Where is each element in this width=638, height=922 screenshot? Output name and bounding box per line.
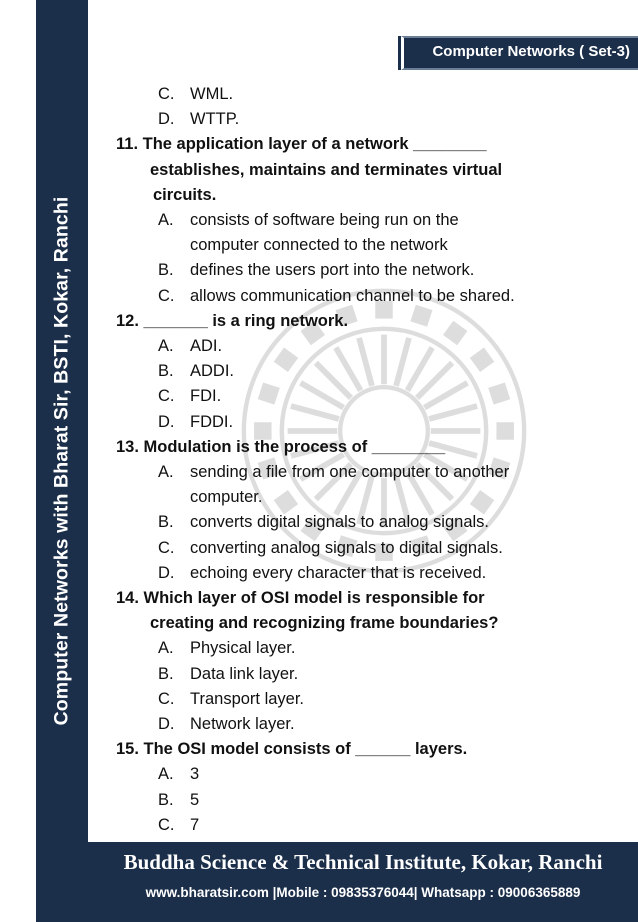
- option-line: [116, 687, 616, 712]
- option-line: [116, 636, 616, 661]
- question-line: 11. The application layer of a network ________: [116, 135, 487, 154]
- option-text: Physical layer.: [190, 639, 296, 658]
- option-letter: B.: [158, 790, 174, 809]
- option-letter: D.: [158, 563, 175, 582]
- option-line: [116, 82, 616, 107]
- option-line: [116, 384, 616, 409]
- option-continuation: computer connected to the network: [190, 236, 448, 255]
- option-text: echoing every character that is received.: [190, 563, 487, 582]
- question-line: 15. The OSI model consists of ______ layers.: [116, 740, 468, 759]
- option-line: [116, 561, 616, 586]
- footer-institute: Buddha Science & Technical Institute, Kokar, Ranchi: [123, 850, 603, 874]
- option-text: 3: [190, 765, 200, 784]
- option-line: [116, 813, 616, 838]
- header-title: Computer Networks ( Set-3): [432, 43, 630, 60]
- option-text: ADDI.: [190, 362, 235, 381]
- option-letter: C.: [158, 689, 175, 708]
- option-letter: C.: [158, 85, 175, 103]
- footer-bar: [88, 842, 638, 922]
- question-line: 14. Which layer of OSI model is responsible for: [116, 589, 485, 608]
- option-letter: C.: [158, 538, 175, 557]
- option-text: converting analog signals to digital signals.: [190, 538, 503, 557]
- option-letter: C.: [158, 286, 175, 305]
- option-letter: C.: [158, 815, 175, 834]
- question-line: establishes, maintains and terminates virtual: [150, 160, 503, 179]
- option-text: ADI.: [190, 337, 223, 356]
- option-line: [116, 107, 616, 132]
- side-label: Computer Networks with Bharat Sir, BSTI, Kokar, Ranchi: [50, 196, 73, 726]
- option-letter: B.: [158, 513, 174, 532]
- question-line: circuits.: [153, 185, 217, 204]
- option-text: FDDI.: [190, 412, 234, 431]
- option-line: [116, 536, 616, 561]
- option-letter: D.: [158, 715, 175, 734]
- option-line: [116, 334, 616, 359]
- option-line: [116, 359, 616, 384]
- option-line: [116, 788, 616, 813]
- question-line: creating and recognizing frame boundaries?: [150, 614, 499, 633]
- question-list: [116, 82, 616, 838]
- option-line: [116, 460, 616, 485]
- option-line: [116, 762, 616, 787]
- option-text: Network layer.: [190, 715, 295, 734]
- option-letter: C.: [158, 387, 175, 406]
- option-letter: B.: [158, 261, 174, 280]
- option-line: [116, 410, 616, 435]
- option-text: defines the users port into the network.: [190, 261, 475, 280]
- option-letter: D.: [158, 412, 175, 431]
- footer-contact: www.bharatsir.com |Mobile : 09835376044| Whatsapp : 09006365889: [145, 885, 581, 900]
- option-line: [116, 208, 616, 233]
- option-line: [116, 258, 616, 283]
- option-text: WML.: [190, 85, 234, 103]
- option-continuation: computer.: [190, 488, 263, 507]
- option-text: consists of software being run on the: [190, 211, 459, 230]
- option-letter: B.: [158, 362, 174, 381]
- option-text: Data link layer.: [190, 664, 299, 683]
- option-line: [116, 510, 616, 535]
- option-line: [116, 662, 616, 687]
- option-text: 5: [190, 790, 200, 809]
- option-text: sending a file from one computer to another: [190, 463, 510, 482]
- option-text: 7: [190, 815, 200, 834]
- option-letter: A.: [158, 639, 174, 658]
- option-letter: A.: [158, 765, 174, 784]
- option-line: [116, 284, 616, 309]
- option-letter: D.: [158, 110, 175, 129]
- option-line: [116, 712, 616, 737]
- option-text: Transport layer.: [190, 689, 305, 708]
- question-line: 13. Modulation is the process of ________: [116, 437, 446, 456]
- header-tag: [401, 36, 638, 70]
- option-letter: A.: [158, 463, 174, 482]
- option-text: converts digital signals to analog signals.: [190, 513, 490, 532]
- option-text: WTTP.: [190, 110, 240, 129]
- question-line: 12. _______ is a ring network.: [116, 311, 349, 330]
- option-text: allows communication channel to be shared.: [190, 286, 515, 305]
- option-letter: A.: [158, 211, 174, 230]
- option-text: FDI.: [190, 387, 222, 406]
- option-letter: A.: [158, 337, 174, 356]
- option-letter: B.: [158, 664, 174, 683]
